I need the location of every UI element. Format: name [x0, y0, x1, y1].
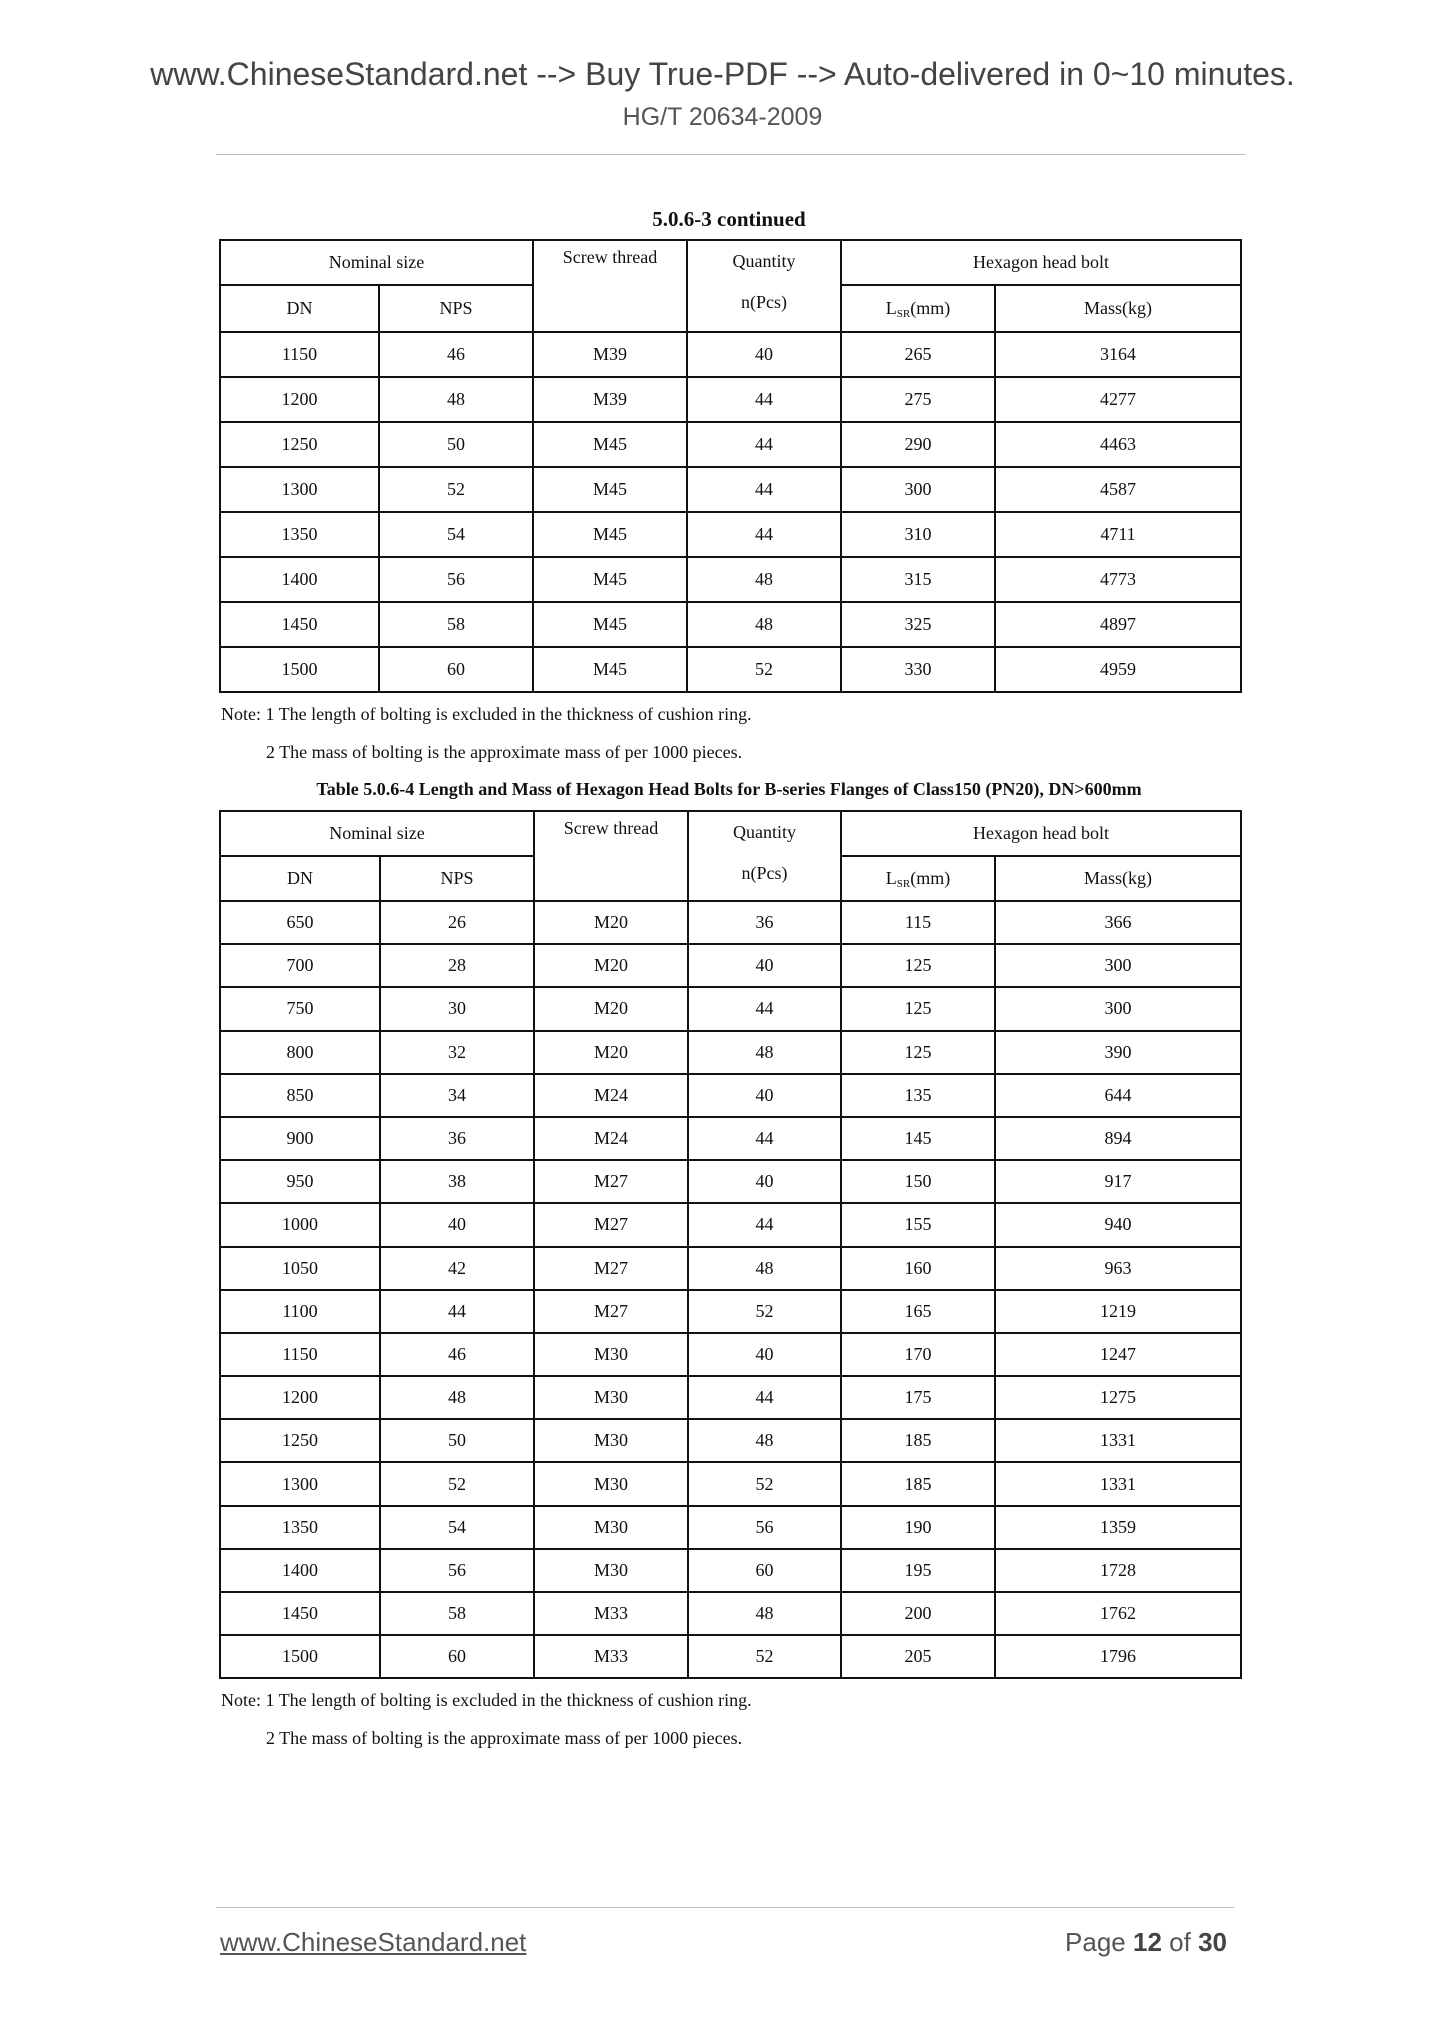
screw-thread-cell: M33: [534, 1592, 688, 1635]
dn-cell: 950: [220, 1160, 380, 1203]
table-row: [220, 1419, 1241, 1462]
header-mass: Mass(kg): [995, 856, 1241, 901]
header-nominal-size: Nominal size: [220, 811, 534, 856]
screw-thread-cell: M45: [533, 422, 687, 467]
length-cell: 185: [841, 1462, 995, 1505]
mass-cell: 1331: [995, 1462, 1241, 1505]
nps-cell: 56: [379, 557, 533, 602]
mass-cell: 4463: [995, 422, 1241, 467]
header-nps: NPS: [380, 856, 534, 901]
note-1: Note: 1 The length of bolting is excluded in the thickness of cushion ring.: [221, 704, 752, 724]
mass-cell: 1275: [995, 1376, 1241, 1419]
nps-cell: 58: [379, 602, 533, 647]
quantity-cell: 60: [688, 1549, 841, 1592]
header-dn: DN: [220, 856, 380, 901]
table-row: [220, 901, 1241, 944]
nps-cell: 54: [379, 512, 533, 557]
table-row: [220, 1203, 1241, 1246]
dn-cell: 650: [220, 901, 380, 944]
quantity-cell: 56: [688, 1506, 841, 1549]
mass-cell: 1796: [995, 1635, 1241, 1678]
nps-cell: 40: [380, 1203, 534, 1246]
table-row: [220, 1160, 1241, 1203]
screw-thread-cell: M27: [534, 1160, 688, 1203]
nps-cell: 36: [380, 1117, 534, 1160]
screw-thread-cell: M45: [533, 557, 687, 602]
note-1: Note: 1 The length of bolting is excluded in the thickness of cushion ring.: [221, 1690, 752, 1710]
dn-cell: 1250: [220, 1419, 380, 1462]
table-row: [220, 1117, 1241, 1160]
nps-cell: 30: [380, 987, 534, 1030]
length-cell: 160: [841, 1247, 995, 1290]
dn-cell: 1450: [220, 1592, 380, 1635]
table-row: [220, 557, 1241, 602]
dn-cell: 1500: [220, 1635, 380, 1678]
dn-cell: 1200: [220, 377, 379, 422]
screw-thread-cell: M45: [533, 602, 687, 647]
length-cell: 200: [841, 1592, 995, 1635]
header-length-symbol: L: [885, 297, 897, 318]
table-row: [220, 377, 1241, 422]
header-length-unit: (mm): [910, 867, 951, 888]
quantity-cell: 52: [688, 1635, 841, 1678]
dn-cell: 1500: [220, 647, 379, 692]
length-cell: 325: [841, 602, 995, 647]
table-row: [220, 422, 1241, 467]
screw-thread-cell: M30: [534, 1419, 688, 1462]
length-cell: 265: [841, 332, 995, 377]
header-length-subscript: SR: [896, 877, 911, 890]
dn-cell: 700: [220, 944, 380, 987]
mass-cell: 940: [995, 1203, 1241, 1246]
dn-cell: 1250: [220, 422, 379, 467]
nps-cell: 60: [380, 1635, 534, 1678]
length-cell: 330: [841, 647, 995, 692]
mass-cell: 4959: [995, 647, 1241, 692]
mass-cell: 4773: [995, 557, 1241, 602]
nps-cell: 48: [380, 1376, 534, 1419]
length-cell: 155: [841, 1203, 995, 1246]
nps-cell: 46: [379, 332, 533, 377]
length-cell: 135: [841, 1074, 995, 1117]
quantity-cell: 44: [687, 377, 841, 422]
dn-cell: 900: [220, 1117, 380, 1160]
length-cell: 275: [841, 377, 995, 422]
header-quantity-label: Quantity: [732, 251, 796, 271]
quantity-cell: 40: [688, 1074, 841, 1117]
header-mass: Mass(kg): [995, 285, 1241, 332]
screw-thread-cell: M24: [534, 1074, 688, 1117]
header-length-symbol: L: [885, 867, 897, 888]
mass-cell: 917: [995, 1160, 1241, 1203]
mass-cell: 1331: [995, 1419, 1241, 1462]
header-nominal-size: Nominal size: [220, 240, 533, 285]
mass-cell: 1219: [995, 1290, 1241, 1333]
header-nps: NPS: [379, 285, 533, 332]
header-length-unit: (mm): [910, 297, 951, 318]
standard-code: HG/T 20634-2009: [622, 103, 823, 131]
screw-thread-cell: M24: [534, 1117, 688, 1160]
quantity-cell: 40: [688, 944, 841, 987]
mass-cell: 894: [995, 1117, 1241, 1160]
header-screw-thread: Screw thread: [534, 811, 688, 901]
length-cell: 150: [841, 1160, 995, 1203]
length-cell: 290: [841, 422, 995, 467]
quantity-cell: 48: [687, 557, 841, 602]
mass-cell: 1762: [995, 1592, 1241, 1635]
nps-cell: 42: [380, 1247, 534, 1290]
header-n-pcs: n(Pcs): [741, 292, 788, 312]
note-2: 2 The mass of bolting is the approximate mass of per 1000 pieces.: [266, 1728, 743, 1748]
dn-cell: 1100: [220, 1290, 380, 1333]
nps-cell: 32: [380, 1031, 534, 1074]
screw-thread-cell: M45: [533, 467, 687, 512]
nps-cell: 26: [380, 901, 534, 944]
quantity-cell: 52: [687, 647, 841, 692]
quantity-cell: 44: [688, 987, 841, 1030]
header-divider: [216, 154, 1245, 155]
quantity-cell: 44: [688, 1203, 841, 1246]
length-cell: 205: [841, 1635, 995, 1678]
nps-cell: 44: [380, 1290, 534, 1333]
page-prefix: Page: [1065, 1927, 1126, 1957]
length-cell: 310: [841, 512, 995, 557]
table-row: [220, 1592, 1241, 1635]
screw-thread-cell: M33: [534, 1635, 688, 1678]
mass-cell: 366: [995, 901, 1241, 944]
table-row: [220, 1031, 1241, 1074]
table-caption: 5.0.6-3 continued: [652, 207, 806, 231]
nps-cell: 58: [380, 1592, 534, 1635]
dn-cell: 1300: [220, 1462, 380, 1505]
quantity-cell: 48: [687, 602, 841, 647]
quantity-cell: 48: [688, 1419, 841, 1462]
length-cell: 125: [841, 1031, 995, 1074]
mass-cell: 4711: [995, 512, 1241, 557]
mass-cell: 1728: [995, 1549, 1241, 1592]
length-cell: 195: [841, 1549, 995, 1592]
table-row: [220, 1290, 1241, 1333]
screw-thread-cell: M20: [534, 901, 688, 944]
mass-cell: 300: [995, 987, 1241, 1030]
nps-cell: 56: [380, 1549, 534, 1592]
screw-thread-cell: M39: [533, 377, 687, 422]
mass-cell: 3164: [995, 332, 1241, 377]
page-current: 12: [1133, 1927, 1162, 1957]
dn-cell: 1400: [220, 557, 379, 602]
page-of: of: [1169, 1927, 1191, 1957]
length-cell: 115: [841, 901, 995, 944]
header-quantity-label: Quantity: [733, 822, 797, 842]
quantity-cell: 40: [688, 1333, 841, 1376]
table-row: [220, 944, 1241, 987]
length-cell: 125: [841, 987, 995, 1030]
header-quantity: [688, 811, 841, 901]
nps-cell: 48: [379, 377, 533, 422]
table-row: [220, 1462, 1241, 1505]
length-cell: 165: [841, 1290, 995, 1333]
dn-cell: 1050: [220, 1247, 380, 1290]
quantity-cell: 52: [688, 1290, 841, 1333]
footer-site-link[interactable]: www.ChineseStandard.net: [220, 1927, 527, 1957]
quantity-cell: 44: [687, 467, 841, 512]
nps-cell: 34: [380, 1074, 534, 1117]
nps-cell: 50: [379, 422, 533, 467]
bolt-table-continued: [219, 239, 1242, 693]
page-total: 30: [1198, 1927, 1227, 1957]
mass-cell: 1359: [995, 1506, 1241, 1549]
dn-cell: 1150: [220, 332, 379, 377]
length-cell: 175: [841, 1376, 995, 1419]
table-row: [220, 332, 1241, 377]
header-screw-thread: Screw thread: [533, 240, 687, 332]
dn-cell: 800: [220, 1031, 380, 1074]
mass-cell: 4277: [995, 377, 1241, 422]
quantity-cell: 44: [687, 512, 841, 557]
header-quantity: [687, 240, 841, 332]
screw-thread-cell: M20: [534, 987, 688, 1030]
header-dn: DN: [220, 285, 379, 332]
nps-cell: 54: [380, 1506, 534, 1549]
quantity-cell: 44: [688, 1117, 841, 1160]
nps-cell: 38: [380, 1160, 534, 1203]
table-row: [220, 1376, 1241, 1419]
header-n-pcs: n(Pcs): [741, 863, 788, 883]
screw-thread-cell: M27: [534, 1290, 688, 1333]
dn-cell: 1350: [220, 512, 379, 557]
screw-thread-cell: M45: [533, 647, 687, 692]
table-row: [220, 1549, 1241, 1592]
table-row: [220, 467, 1241, 512]
screw-thread-cell: M27: [534, 1247, 688, 1290]
length-cell: 185: [841, 1419, 995, 1462]
screw-thread-cell: M27: [534, 1203, 688, 1246]
table-row: [220, 602, 1241, 647]
mass-cell: 4897: [995, 602, 1241, 647]
note-2: 2 The mass of bolting is the approximate mass of per 1000 pieces.: [266, 742, 743, 762]
screw-thread-cell: M20: [534, 1031, 688, 1074]
nps-cell: 46: [380, 1333, 534, 1376]
nps-cell: 50: [380, 1419, 534, 1462]
bolt-table-class150: [219, 810, 1242, 1679]
length-cell: 300: [841, 467, 995, 512]
quantity-cell: 40: [687, 332, 841, 377]
nps-cell: 52: [379, 467, 533, 512]
dn-cell: 1350: [220, 1506, 380, 1549]
length-cell: 145: [841, 1117, 995, 1160]
mass-cell: 1247: [995, 1333, 1241, 1376]
dn-cell: 850: [220, 1074, 380, 1117]
table-row: [220, 512, 1241, 557]
screw-thread-cell: M20: [534, 944, 688, 987]
screw-thread-cell: M30: [534, 1506, 688, 1549]
dn-cell: 1450: [220, 602, 379, 647]
mass-cell: 300: [995, 944, 1241, 987]
footer-divider: [216, 1907, 1234, 1908]
quantity-cell: 36: [688, 901, 841, 944]
length-cell: 315: [841, 557, 995, 602]
table-caption: Table 5.0.6-4 Length and Mass of Hexagon Head Bolts for B-series Flanges of Class150 (PN20), DN>600mm: [316, 779, 1142, 799]
quantity-cell: 52: [688, 1462, 841, 1505]
screw-thread-cell: M39: [533, 332, 687, 377]
screw-thread-cell: M30: [534, 1549, 688, 1592]
table-row: [220, 1506, 1241, 1549]
table-row: [220, 987, 1241, 1030]
header-length-subscript: SR: [896, 307, 911, 320]
nps-cell: 60: [379, 647, 533, 692]
length-cell: 125: [841, 944, 995, 987]
header-length: [841, 856, 995, 901]
header-length: [841, 285, 995, 332]
dn-cell: 1150: [220, 1333, 380, 1376]
screw-thread-cell: M30: [534, 1333, 688, 1376]
dn-cell: 1300: [220, 467, 379, 512]
quantity-cell: 48: [688, 1031, 841, 1074]
quantity-cell: 48: [688, 1592, 841, 1635]
mass-cell: 644: [995, 1074, 1241, 1117]
quantity-cell: 44: [687, 422, 841, 467]
screw-thread-cell: M30: [534, 1376, 688, 1419]
quantity-cell: 44: [688, 1376, 841, 1419]
nps-cell: 52: [380, 1462, 534, 1505]
table-row: [220, 647, 1241, 692]
table-row: [220, 1635, 1241, 1678]
screw-thread-cell: M45: [533, 512, 687, 557]
table-row: [220, 1074, 1241, 1117]
dn-cell: 1400: [220, 1549, 380, 1592]
header-hex-bolt: Hexagon head bolt: [841, 811, 1241, 856]
table-row: [220, 1333, 1241, 1376]
dn-cell: 1000: [220, 1203, 380, 1246]
mass-cell: 390: [995, 1031, 1241, 1074]
header-hex-bolt: Hexagon head bolt: [841, 240, 1241, 285]
mass-cell: 4587: [995, 467, 1241, 512]
quantity-cell: 40: [688, 1160, 841, 1203]
dn-cell: 750: [220, 987, 380, 1030]
dn-cell: 1200: [220, 1376, 380, 1419]
mass-cell: 963: [995, 1247, 1241, 1290]
length-cell: 190: [841, 1506, 995, 1549]
nps-cell: 28: [380, 944, 534, 987]
page-indicator: [1065, 1927, 1227, 1958]
header-banner: www.ChineseStandard.net --> Buy True-PDF --> Auto-delivered in 0~10 minutes.: [150, 56, 1295, 92]
length-cell: 170: [841, 1333, 995, 1376]
table-row: [220, 1247, 1241, 1290]
quantity-cell: 48: [688, 1247, 841, 1290]
screw-thread-cell: M30: [534, 1462, 688, 1505]
